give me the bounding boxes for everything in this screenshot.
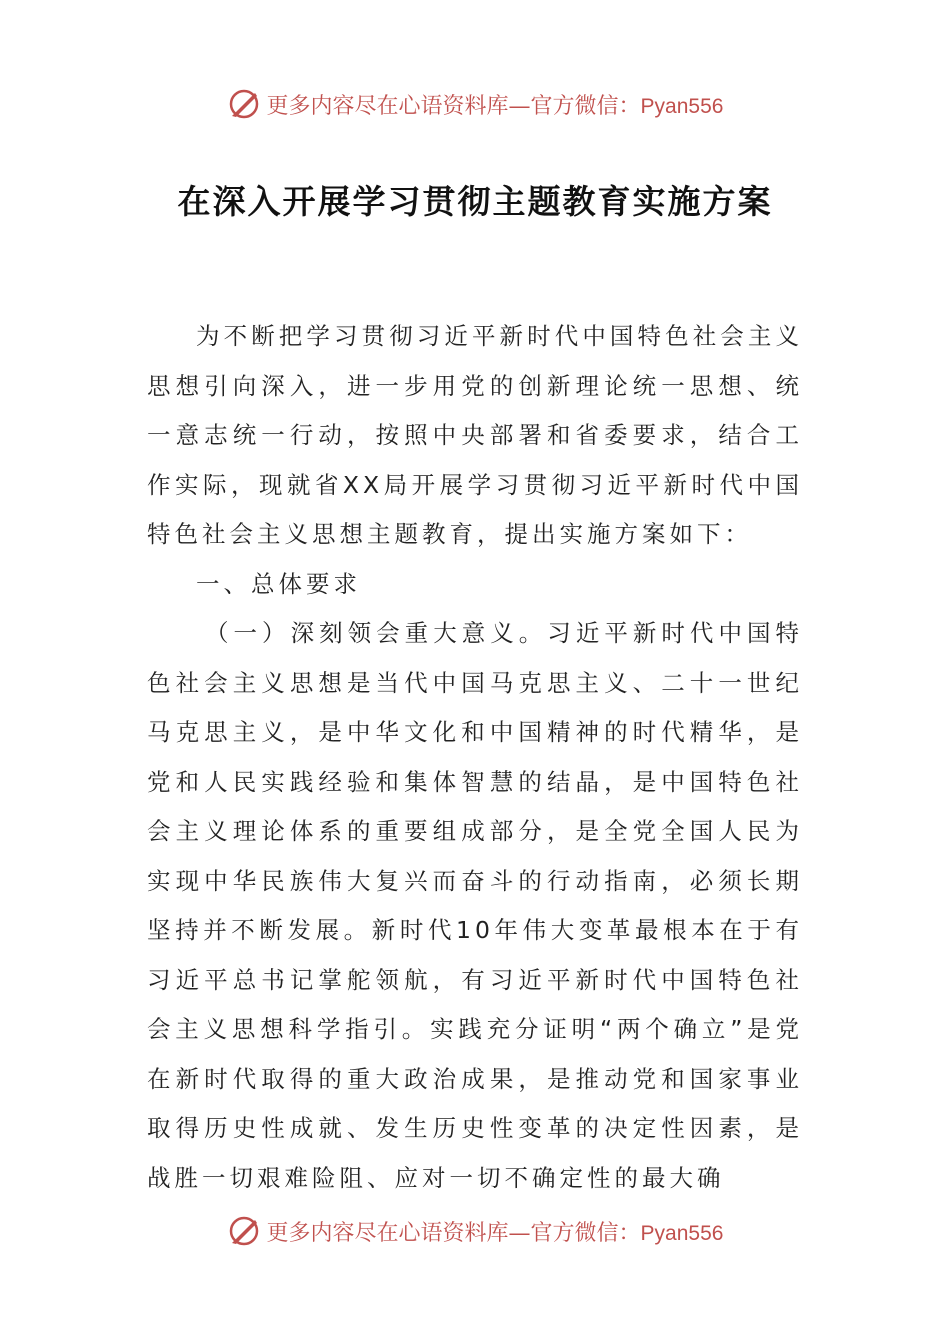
- watermark-wechat-id: Pyan556: [640, 94, 724, 118]
- quill-logo-icon: [227, 87, 261, 121]
- watermark-text: [267, 89, 724, 120]
- document-title: 在深入开展学习贯彻主题教育实施方案: [177, 182, 773, 221]
- watermark-label: 更多内容尽在心语资料库—官方微信：: [266, 1220, 641, 1246]
- footer-watermark: [0, 1211, 950, 1251]
- document-body: [147, 312, 803, 1203]
- section-heading: 一、总体要求: [196, 569, 361, 598]
- intro-paragraph: 为不断把学习贯彻习近平新时代中国特色社会主义思想引向深入，进一步用党的创新理论统一思想、统一意志统一行动，按照中央部署和省委要求，结合工作实际，现就省XX局开展学习贯彻习近平新时代中国特色社会主义思想主题教育，提出实施方案如下：: [147, 322, 803, 548]
- watermark-label: 更多内容尽在心语资料库—官方微信：: [266, 93, 641, 119]
- section-paragraph: （一）深刻领会重大意义。习近平新时代中国特色社会主义思想是当代中国马克思主义、二十一世纪马克思主义，是中华文化和中国精神的时代精华，是党和人民实践经验和集体智慧的结晶，是中国特色社会主义理论体系的重要组成部分，是全党全国人民为实现中华民族伟大复兴而奋斗的行动指南，必须长期坚持并不断发展。新时代10年伟大变革最根本在于有习近平总书记掌舵领航，有习近平新时代中国特色社会主义思想科学指引。实践充分证明“两个确立”是党在新时代取得的重大政治成果，是推动党和国家事业取得历史性成就、发生历史性变革的决定性因素，是战胜一切艰难险阻、应对一切不确定性的最大确: [147, 619, 803, 1192]
- watermark-text: [267, 1216, 724, 1247]
- watermark-wechat-id: Pyan556: [640, 1221, 724, 1245]
- quill-logo-icon: [227, 1214, 261, 1248]
- header-watermark: [0, 84, 950, 124]
